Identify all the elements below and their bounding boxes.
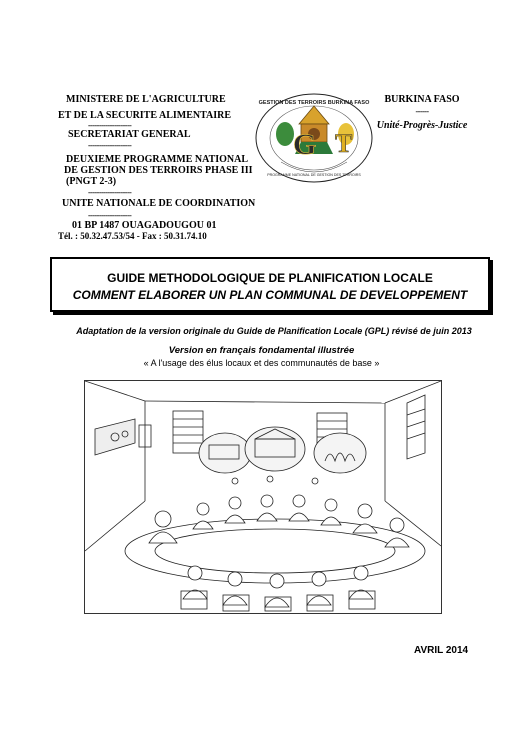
coordination-unit: UNITE NATIONALE DE COORDINATION — [62, 198, 256, 209]
ministry-name: MINISTERE DE L'AGRICULTURE — [66, 94, 226, 105]
program-name-2: DE GESTION DES TERROIRS PHASE III — [64, 165, 253, 176]
logo-ring-text: GESTION DES TERROIRS BURKINA FASO — [258, 100, 370, 106]
adaptation-note: Adaptation de la version originale du Guide de Planification Locale (GPL) révisé de juin 2013 — [76, 326, 472, 336]
separator: -------------------- — [88, 188, 132, 197]
program-acronym: (PNGT 2-3) — [66, 176, 117, 187]
pngt-logo — [253, 92, 375, 194]
logo-letter-g: G — [293, 128, 317, 161]
address: 01 BP 1487 OUAGADOUGOU 01 — [72, 220, 217, 231]
document-title: GUIDE METHODOLOGIQUE DE PLANIFICATION LOCALE — [107, 271, 433, 285]
version-note: Version en français fondamental illustrée — [168, 345, 355, 356]
secretariat: SECRETARIAT GENERAL — [68, 129, 191, 140]
meeting-illustration — [84, 380, 442, 614]
separator: ------ — [415, 107, 429, 116]
country-name: BURKINA FASO — [384, 94, 460, 105]
program-name: DEUXIEME PROGRAMME NATIONAL — [66, 154, 249, 165]
separator: -------------------- — [88, 141, 132, 150]
separator: -------------------- — [88, 121, 132, 130]
audience-note: « A l'usage des élus locaux et des communautés de base » — [143, 358, 380, 368]
phone-fax: Tél. : 50.32.47.53/54 - Fax : 50.31.74.10 — [58, 231, 207, 241]
ministry-name-2: ET DE LA SECURITE ALIMENTAIRE — [58, 110, 232, 121]
logo-bottom-text: PROGRAMME NATIONAL DE GESTION DES TERROIRS — [267, 173, 361, 177]
separator: -------------------- — [88, 211, 132, 220]
national-motto: Unité-Progrès-Justice — [376, 120, 468, 131]
publication-date: AVRIL 2014 — [414, 645, 469, 656]
logo-letter-t: T — [335, 129, 353, 158]
document-subtitle: COMMENT ELABORER UN PLAN COMMUNAL DE DEVELOPPEMENT — [72, 288, 468, 302]
title-box — [50, 257, 490, 312]
header-right — [372, 94, 472, 131]
